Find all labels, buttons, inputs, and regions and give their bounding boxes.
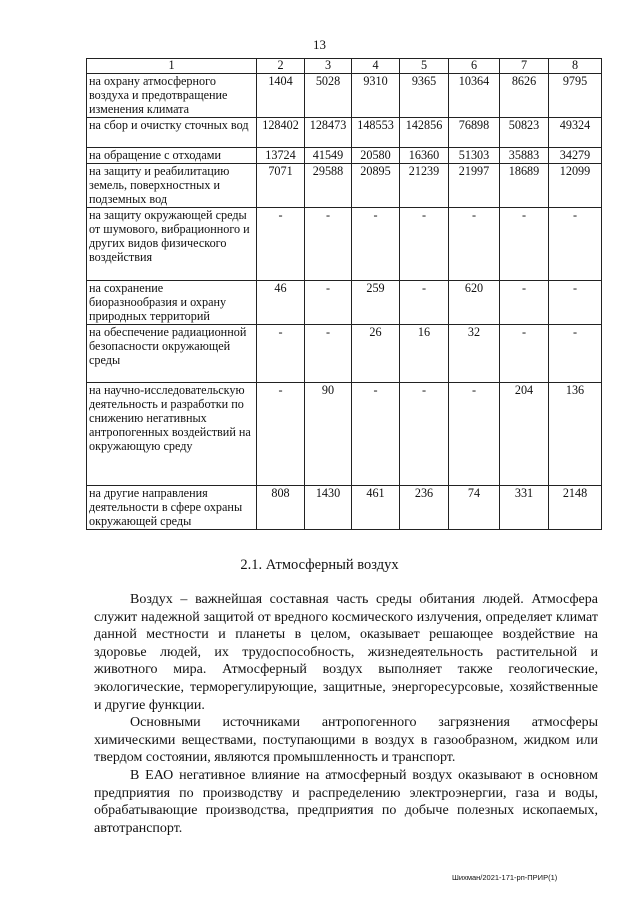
table-cell: 20580 [352, 148, 400, 164]
table-cell: 1404 [257, 74, 305, 118]
table-cell: 35883 [500, 148, 549, 164]
row-label: на сбор и очистку сточных вод [87, 118, 257, 148]
table-cell: 5028 [305, 74, 352, 118]
table-cell: 259 [352, 281, 400, 325]
row-label: на научно-исследовательскую деятельность и разработки по снижению негативных антропогенных воздействий на окружающую среду [87, 383, 257, 486]
table-cell: 50823 [500, 118, 549, 148]
table-cell: - [257, 383, 305, 486]
table-cell: - [352, 383, 400, 486]
table-cell: 32 [449, 325, 500, 383]
table-cell: 7071 [257, 164, 305, 208]
table-cell: - [400, 281, 449, 325]
column-header: 1 [87, 59, 257, 74]
column-header: 4 [352, 59, 400, 74]
table-cell: - [305, 325, 352, 383]
table-cell: 90 [305, 383, 352, 486]
column-header: 2 [257, 59, 305, 74]
table-cell: - [257, 208, 305, 281]
row-label: на обращение с отходами [87, 148, 257, 164]
table-cell: 29588 [305, 164, 352, 208]
table-cell: 21997 [449, 164, 500, 208]
table-cell: 204 [500, 383, 549, 486]
table-cell: - [500, 281, 549, 325]
table-cell: 21239 [400, 164, 449, 208]
table-cell: 16360 [400, 148, 449, 164]
table-cell: 461 [352, 486, 400, 530]
table-cell: - [549, 208, 602, 281]
table-cell: - [305, 281, 352, 325]
table-cell: - [257, 325, 305, 383]
paragraph: В ЕАО негативное влияние на атмосферный воздух оказывают в основном предприятия по производству и распределению электроэнергии, газа и воды, обрабатывающие производства, предприятия по добыче полезных ископаемых, автотранспорт. [94, 767, 598, 836]
paragraph: Основными источниками антропогенного загрязнения атмосферы химическими веществами, поступающими в воздух в газообразном, жидком или твердом состоянии, являются промышленность и транспорт. [94, 715, 598, 766]
table-row [87, 74, 602, 118]
column-header: 6 [449, 59, 500, 74]
table-row [87, 325, 602, 383]
table-cell: 18689 [500, 164, 549, 208]
table-cell: 9310 [352, 74, 400, 118]
table-cell: 236 [400, 486, 449, 530]
table-cell: 41549 [305, 148, 352, 164]
row-label: на защиту и реабилитацию земель, поверхностных и подземных вод [87, 164, 257, 208]
table-cell: - [500, 325, 549, 383]
section-heading: 2.1. Атмосферный воздух [240, 557, 399, 573]
table-cell: - [549, 281, 602, 325]
column-header: 5 [400, 59, 449, 74]
table-cell: 2148 [549, 486, 602, 530]
table-cell: 46 [257, 281, 305, 325]
table-row [87, 383, 602, 486]
expenditure-table [86, 58, 602, 530]
table-cell: - [305, 208, 352, 281]
column-header: 7 [500, 59, 549, 74]
table-cell: 34279 [549, 148, 602, 164]
table-cell: 142856 [400, 118, 449, 148]
table-cell: 26 [352, 325, 400, 383]
table-cell: - [500, 208, 549, 281]
table-cell: 74 [449, 486, 500, 530]
table-cell: 51303 [449, 148, 500, 164]
column-header: 3 [305, 59, 352, 74]
paragraph: Воздух – важнейшая составная часть среды обитания людей. Атмосфера служит надежной защитой от вредного космического излучения, определяет климат данной местности и планеты в целом, оказывает решающее воздействие на здоровье людей, их трудоспособность, жизнедеятельность растительной и животного мира. Атмосферный воздух выполняет также геологические, экологические, терморегулирующие, защитные, энергоресурсовые, хозяйственные и другие функции. [94, 592, 598, 713]
table-cell: 620 [449, 281, 500, 325]
table-cell: 331 [500, 486, 549, 530]
table-row [87, 208, 602, 281]
table-cell: 9795 [549, 74, 602, 118]
column-header: 8 [549, 59, 602, 74]
table-cell: - [449, 208, 500, 281]
row-label: на сохранение биоразнообразия и охрану природных территорий [87, 281, 257, 325]
table-cell: 9365 [400, 74, 449, 118]
table-cell: - [549, 325, 602, 383]
table-cell: 8626 [500, 74, 549, 118]
document-reference: Шихман/2021-171-рп-ПРИР(1) [452, 873, 558, 882]
table-cell: 808 [257, 486, 305, 530]
table-cell: 148553 [352, 118, 400, 148]
table-header-row [87, 59, 602, 74]
table-row [87, 164, 602, 208]
table-cell: - [352, 208, 400, 281]
table-cell: 49324 [549, 118, 602, 148]
table-cell: 16 [400, 325, 449, 383]
table-row [87, 148, 602, 164]
section-body [94, 591, 598, 837]
table-cell: 128473 [305, 118, 352, 148]
table-cell: - [400, 208, 449, 281]
table-cell: - [449, 383, 500, 486]
table-cell: - [400, 383, 449, 486]
table-cell: 10364 [449, 74, 500, 118]
page-number: 13 [313, 37, 326, 52]
table-cell: 136 [549, 383, 602, 486]
table-cell: 20895 [352, 164, 400, 208]
table-cell: 128402 [257, 118, 305, 148]
table-cell: 1430 [305, 486, 352, 530]
table-row [87, 281, 602, 325]
table-cell: 76898 [449, 118, 500, 148]
table-cell: 12099 [549, 164, 602, 208]
table-row [87, 118, 602, 148]
table-cell: 13724 [257, 148, 305, 164]
row-label: на охрану атмосферного воздуха и предотвращение изменения климата [87, 74, 257, 118]
row-label: на защиту окружающей среды от шумового, вибрационного и других видов физического воздействия [87, 208, 257, 281]
table-row [87, 486, 602, 530]
row-label: на обеспечение радиационной безопасности окружающей среды [87, 325, 257, 383]
row-label: на другие направления деятельности в сфере охраны окружающей среды [87, 486, 257, 530]
